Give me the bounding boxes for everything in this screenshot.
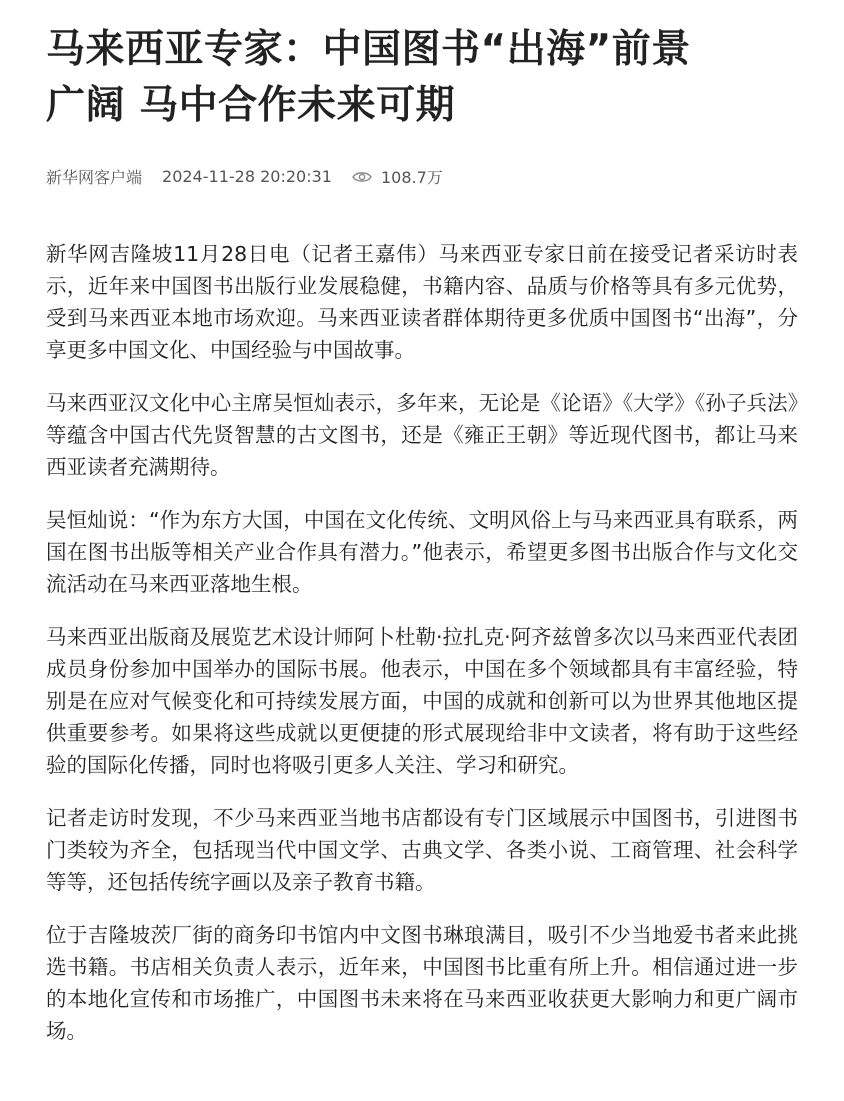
eye-icon [352,169,372,183]
article-body [46,238,798,1047]
article-title-line-1: 马来西亚专家：中国图书“出海”前景 [46,27,691,72]
article-title [46,22,798,134]
paragraph: 马来西亚汉文化中心主席吴恒灿表示，多年来，无论是《论语》《大学》《孙子兵法》等蕴含中国古代先贤智慧的古文图书，还是《雍正王朝》等近现代图书，都让马来西亚读者充满期待。 [46,391,798,479]
paragraph: 位于吉隆坡茨厂街的商务印书馆内中文图书琳琅满目，吸引不少当地爱书者来此挑选书籍。书店相关负责人表示，近年来，中国图书比重有所上升。相信通过进一步的本地化宣传和市场推广，中国图书未来将在马来西亚收获更大影响力和更广阔市场。 [46,923,798,1043]
paragraph: 新华网吉隆坡11月28日电（记者王嘉伟）马来西亚专家日前在接受记者采访时表示，近年来中国图书出版行业发展稳健，书籍内容、品质与价格等具有多元优势，受到马来西亚本地市场欢迎。马来西亚读者群体期待更多优质中国图书“出海”，分享更多中国文化、中国经验与中国故事。 [46,242,798,362]
paragraph: 马来西亚出版商及展览艺术设计师阿卜杜勒·拉扎克·阿齐兹曾多次以马来西亚代表团成员身份参加中国举办的国际书展。他表示，中国在多个领域都具有丰富经验，特别是在应对气候变化和可持续发展方面，中国的成就和创新可以为世界其他地区提供重要参考。如果将这些成就以更便捷的形式展现给非中文读者，将有助于这些经验的国际化传播，同时也将吸引更多人关注、学习和研究。 [46,625,798,777]
source-label: 新华网客户端 [46,167,143,187]
paragraph: 记者走访时发现，不少马来西亚当地书店都设有专门区域展示中国图书，引进图书门类较为齐全，包括现当代中国文学、古典文学、各类小说、工商管理、社会科学等等，还包括传统字画以及亲子教育书籍。 [46,806,798,894]
view-count-value: 108.7万 [380,167,443,187]
article-title-line-2: 广阔 马中合作未来可期 [46,83,456,128]
paragraph: 吴恒灿说：“作为东方大国，中国在文化传统、文明风俗上与马来西亚具有联系，两国在图书出版等相关产业合作具有潜力。”他表示，希望更多图书出版合作与文化交流活动在马来西亚落地生根。 [46,508,798,596]
view-count [352,165,443,188]
article-meta [46,164,798,188]
publish-time: 2024-11-28 20:20:31 [162,166,332,186]
